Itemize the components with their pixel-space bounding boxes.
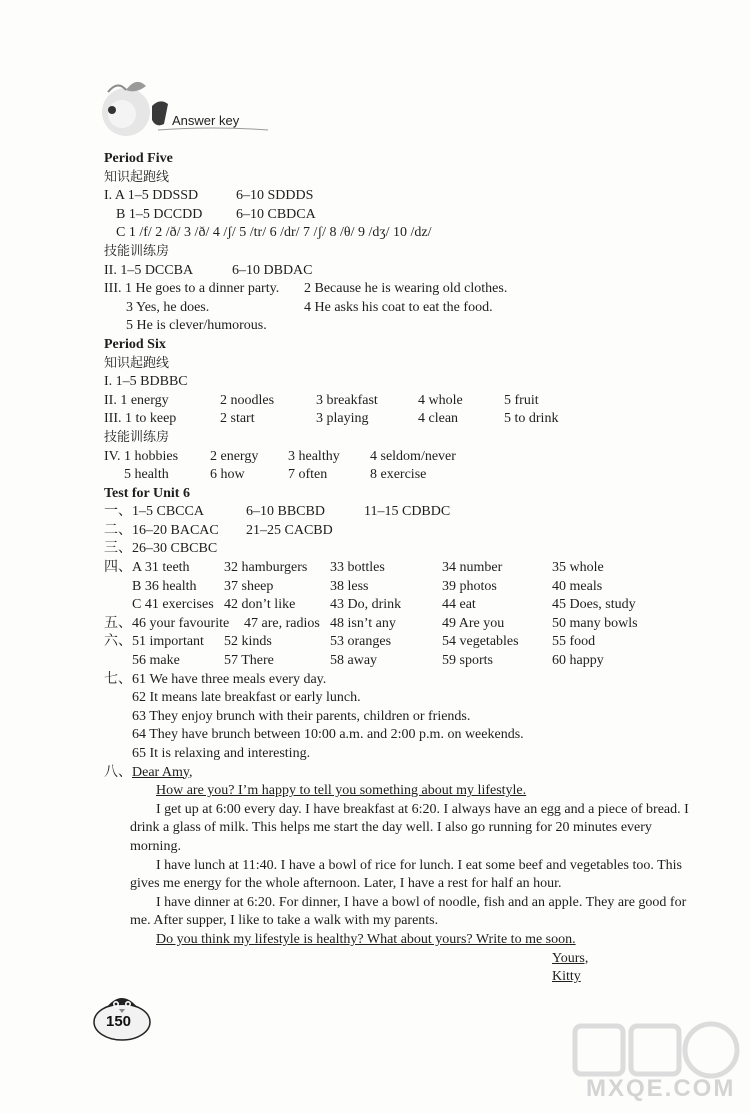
section-label: 技能训练房 (104, 429, 170, 445)
answer-row: III. 1 to keep 2 start 3 playing 4 clean 5 to drink (104, 411, 559, 427)
answer-row: 一、1–5 CBCCA 6–10 BBCBD 11–15 CDBDC (104, 504, 451, 520)
page-number: 150 (106, 1013, 132, 1030)
answer-row: 63 They enjoy brunch with their parents, children or friends. (132, 708, 471, 724)
answer-row: 三、26–30 CBCBC (104, 541, 218, 557)
answer-row: C 1 /f/ 2 /ð/ 3 /ð/ 4 /ʃ/ 5 /tr/ 6 /dr/ 7 /ʃ/ 8 /θ/ 9 /dʒ/ 10 /dz/ (116, 225, 432, 241)
answer-row: 六、51 important 52 kinds 53 oranges 54 vegetables 55 food (104, 634, 596, 650)
letter-greeting: 八、 Dear Amy, (104, 764, 193, 780)
period-five-heading: Period Five (104, 151, 173, 166)
answer-row: 62 It means late breakfast or early lunch. (132, 690, 361, 706)
letter-paragraph: I have dinner at 6:20. For dinner, I have a bowl of noodle, fish and an apple. They are good for me. After supper, I like to take a walk with my parents. (130, 894, 687, 929)
watermark-text: MXQE.COM (586, 1075, 736, 1102)
section-label: 技能训练房 (104, 243, 170, 259)
answer-row: II. 1–5 DCCBA 6–10 DBDAC (104, 262, 313, 278)
header-title: Answer key (172, 113, 240, 128)
section-label: 知识起跑线 (104, 355, 170, 371)
answer-row: B 1–5 DCCDD 6–10 CBDCA (116, 206, 316, 222)
answer-row: 65 It is relaxing and interesting. (132, 746, 311, 761)
answer-row: 5 health 6 how 7 often 8 exercise (124, 467, 427, 483)
answer-row: 56 make 57 There 58 away 59 sports 60 happy (132, 653, 604, 669)
answer-row: I. A 1–5 DDSSD 6–10 SDDDS (104, 188, 314, 204)
answer-row: 64 They have brunch between 10:00 a.m. and 2:00 p.m. on weekends. (132, 727, 524, 743)
header-leaf-logo-icon (92, 72, 272, 144)
answer-row: C 41 exercises 42 don’t like 43 Do, drink 44 eat 45 Does, study (132, 597, 636, 613)
letter-signature: Kitty (552, 969, 581, 985)
answer-key-content (104, 150, 704, 987)
answer-row: 5 He is clever/humorous. (126, 318, 267, 334)
answer-row: II. 1 energy 2 noodles 3 breakfast 4 whole 5 fruit (104, 392, 539, 408)
answer-row: 四、A 31 teeth 32 hamburgers 33 bottles 34 number 35 whole (104, 560, 604, 576)
letter-paragraph: I get up at 6:00 every day. I have breakfast at 6:20. I always have an egg and a piece of bread. I drink a glass of milk. This helps me start the day well. I also go running for 20 minutes every morning. (130, 801, 689, 854)
letter-closing: Do you think my lifestyle is healthy? What about yours? Write to me soon. (156, 931, 576, 947)
answer-row: 七、61 We have three meals every day. (104, 671, 327, 687)
answer-row: 二、16–20 BACAC 21–25 CACBD (104, 522, 333, 538)
letter-opening: How are you? I’m happy to tell you something about my lifestyle. (156, 783, 527, 799)
test-heading: Test for Unit 6 (104, 485, 190, 501)
answer-row: 3 Yes, he does. 4 He asks his coat to eat the food. (126, 299, 493, 315)
letter-signoff: Yours, (552, 950, 589, 966)
letter-paragraph: I have lunch at 11:40. I have a bowl of rice for lunch. I eat some beef and vegetables too. This gives me energy for the whole afternoon. Later, I have a rest for half an hour. (130, 857, 682, 892)
answer-row: B 36 health 37 sheep 38 less 39 photos 40 meals (132, 578, 603, 594)
answer-row: 五、46 your favourite 47 are, radios 48 isn’t any 49 Are you 50 many bowls (104, 615, 638, 631)
answer-row: IV. 1 hobbies 2 energy 3 healthy 4 seldom/never (104, 448, 456, 464)
answer-row: I. 1–5 BDBBC (104, 374, 188, 390)
answer-row: III. 1 He goes to a dinner party. 2 Because he is wearing old clothes. (104, 281, 508, 297)
section-label: 知识起跑线 (104, 169, 170, 185)
period-six-heading: Period Six (104, 336, 166, 352)
